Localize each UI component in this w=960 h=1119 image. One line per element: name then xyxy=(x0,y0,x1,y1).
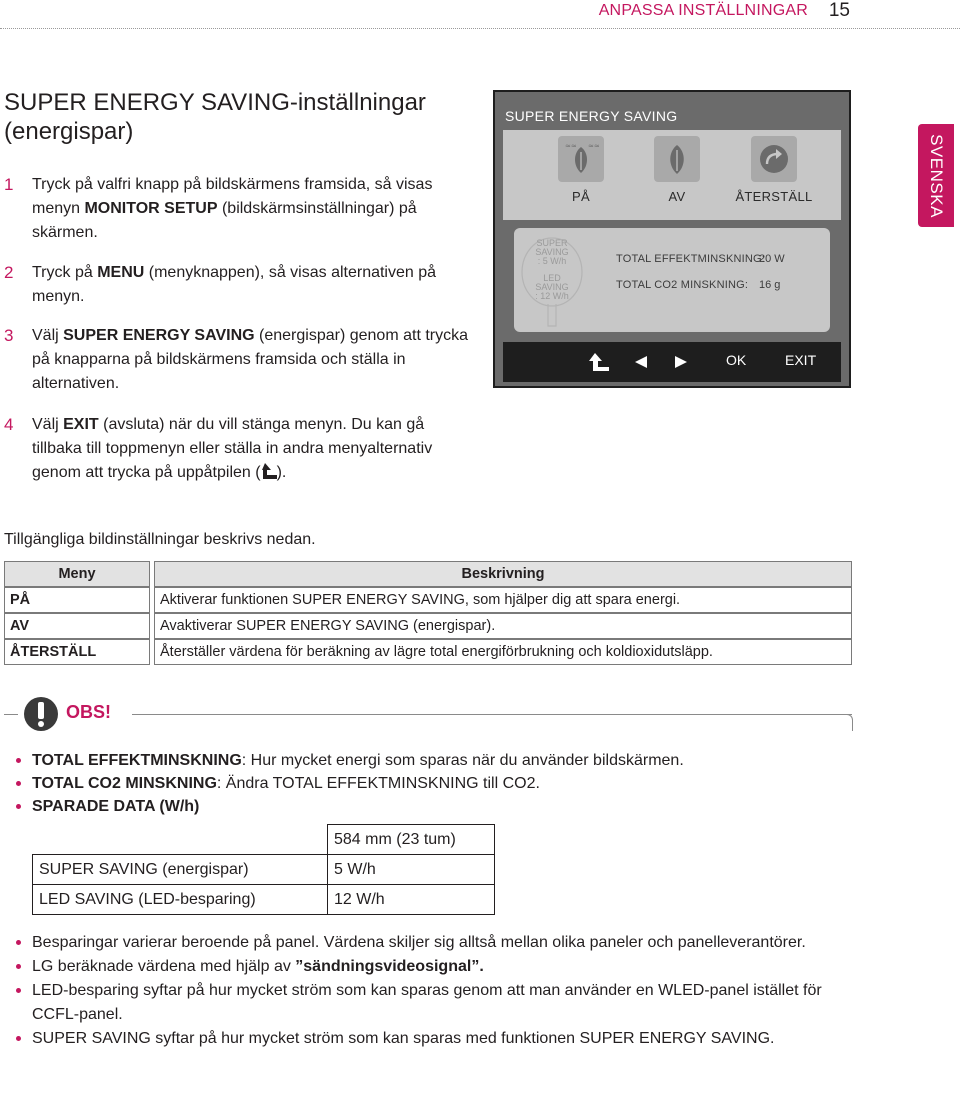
note-term: TOTAL EFFEKTMINSKNING xyxy=(32,752,242,769)
step-text-part: (energispar) genom att trycka på knapparna på bildskärmens framsida och ställa in alternativen. xyxy=(32,327,468,392)
note-item xyxy=(14,979,844,1027)
osd-title: SUPER ENERGY SAVING xyxy=(505,108,678,124)
osd-option-off[interactable] xyxy=(627,136,727,204)
note-item xyxy=(14,795,844,818)
table-row xyxy=(33,885,495,915)
table-cell-value: 5 W/h xyxy=(328,855,495,885)
step-text-part: (bildskärmsinställningar) på skärmen. xyxy=(32,200,417,241)
note-item xyxy=(14,931,844,955)
right-arrow-icon[interactable] xyxy=(673,354,689,370)
obs-label: OBS! xyxy=(66,702,111,722)
led-saving-value: : 12 W/h xyxy=(535,291,569,301)
table-cell-header: 584 mm (23 tum) xyxy=(328,825,495,855)
total-co2-reduction-value: 16 g xyxy=(759,279,781,291)
svg-text:≈≈: ≈≈ xyxy=(565,142,577,150)
table-header: Beskrivning xyxy=(154,561,852,587)
step-3 xyxy=(4,324,474,396)
step-text-bold: SUPER ENERGY SAVING xyxy=(63,327,255,344)
up-arrow-icon xyxy=(261,462,277,480)
table-intro: Tillgängliga bildinställningar beskrivs nedan. xyxy=(4,531,316,548)
table-cell-menu: AV xyxy=(4,613,150,639)
step-text-bold: EXIT xyxy=(63,416,99,433)
led-saving-label xyxy=(528,274,576,301)
menu-description-table xyxy=(4,561,852,665)
step-text-part: Tryck på valfri knapp på bildskärmens framsida, så visas menyn xyxy=(32,176,433,217)
osd-option-reset[interactable] xyxy=(724,136,824,204)
step-text-part: ). xyxy=(276,464,287,481)
step-text-part: (avsluta) när du vill stänga menyn. Du kan gå tillbaka till toppmenyn eller ställa in andra menyalternativ genom att trycka på uppåtpilen ( xyxy=(32,416,433,481)
obs-rule xyxy=(132,714,852,715)
exit-button[interactable]: EXIT xyxy=(785,352,817,368)
notes-list-2 xyxy=(14,931,844,1051)
header-rule xyxy=(0,28,960,29)
table-cell-empty xyxy=(33,825,328,855)
table-row xyxy=(33,825,495,855)
table-cell-description: Återställer värdena för beräkning av lägre total energiförbrukning och koldioxidutsläpp. xyxy=(154,639,852,665)
language-tab xyxy=(918,124,954,227)
note-term: SPARADE DATA (W/h) xyxy=(32,798,200,815)
page-title-line-1: SUPER ENERGY SAVING-inställningar xyxy=(4,89,426,116)
step-text-bold: MONITOR SETUP xyxy=(84,200,218,217)
osd-options-area xyxy=(503,130,841,220)
osd-option-label: PÅ xyxy=(572,189,590,204)
step-text xyxy=(32,261,474,309)
table-row xyxy=(33,855,495,885)
table-cell-mode: SUPER SAVING (energispar) xyxy=(33,855,328,885)
note-text: : Hur mycket energi som sparas när du använder bildskärmen. xyxy=(241,752,684,769)
step-text-part: (menyknappen), så visas alternativen på menyn. xyxy=(32,264,437,305)
step-text xyxy=(32,173,474,245)
note-text: LED-besparing syftar på hur mycket ström som kan sparas genom att man använder en WLED-panel istället för CCFL-panel. xyxy=(32,982,822,1023)
ok-button[interactable]: OK xyxy=(726,352,747,368)
step-number: 1 xyxy=(4,175,14,194)
total-co2-reduction-label: TOTAL CO2 MINSKNING: xyxy=(616,279,749,291)
header-section-title: ANPASSA INSTÄLLNINGAR xyxy=(598,2,808,19)
note-item xyxy=(14,955,844,979)
up-arrow-icon[interactable] xyxy=(589,352,609,372)
note-item xyxy=(14,772,844,795)
super-saving-line: SUPER xyxy=(536,238,568,248)
step-number: 2 xyxy=(4,263,14,282)
step-4 xyxy=(4,413,474,485)
total-power-reduction-label: TOTAL EFFEKTMINSKNING: xyxy=(616,253,766,265)
step-text-part: Välj xyxy=(32,327,64,344)
note-text: LG beräknade värdena med hjälp av xyxy=(32,958,296,975)
super-saving-line: SAVING xyxy=(535,247,569,257)
table-row xyxy=(4,613,852,639)
leaf-on-icon xyxy=(558,136,604,182)
left-arrow-icon[interactable] xyxy=(633,354,649,370)
reset-icon xyxy=(751,136,797,182)
table-cell-description: Aktiverar funktionen SUPER ENERGY SAVING, som hjälper dig att spara energi. xyxy=(154,587,852,613)
svg-text:≈≈: ≈≈ xyxy=(588,142,600,150)
language-tab-label: SVENSKA xyxy=(927,133,946,218)
step-number: 4 xyxy=(4,415,14,434)
step-text-part: Tryck på xyxy=(32,264,98,281)
table-cell-value: 12 W/h xyxy=(328,885,495,915)
super-saving-value: : 5 W/h xyxy=(537,256,567,266)
osd-option-on[interactable] xyxy=(531,136,631,204)
notes-list xyxy=(14,749,844,818)
osd-key-bar xyxy=(503,342,841,382)
warning-icon xyxy=(22,695,60,733)
table-row xyxy=(4,587,852,613)
table-cell-description: Avaktiverar SUPER ENERGY SAVING (energispar). xyxy=(154,613,852,639)
page-number: 15 xyxy=(828,0,850,21)
led-saving-line: LED xyxy=(543,273,561,283)
note-text: SUPER SAVING syftar på hur mycket ström som kan sparas med funktionen SUPER ENERGY SAVING. xyxy=(32,1030,775,1047)
super-saving-label xyxy=(528,239,576,266)
saved-data-table xyxy=(32,824,495,915)
note-text: Besparingar varierar beroende på panel. Värdena skiljer sig alltså mellan olika paneler och panelleverantörer. xyxy=(32,934,806,951)
obs-rule-corner xyxy=(836,714,853,731)
note-term: TOTAL CO2 MINSKNING xyxy=(32,775,217,792)
step-text xyxy=(32,324,474,396)
step-2 xyxy=(4,261,474,309)
table-cell-menu: ÅTERSTÄLL xyxy=(4,639,150,665)
table-cell-menu: PÅ xyxy=(4,587,150,613)
page-title-line-2: (energispar) xyxy=(4,118,134,145)
led-saving-line: SAVING xyxy=(535,282,569,292)
table-row xyxy=(4,639,852,665)
osd-menu-panel xyxy=(493,90,851,388)
total-power-reduction-value: 20 W xyxy=(759,253,785,265)
osd-option-label: ÅTERSTÄLL xyxy=(735,189,813,204)
table-header-row xyxy=(4,561,852,587)
leaf-off-icon xyxy=(654,136,700,182)
table-header: Meny xyxy=(4,561,150,587)
note-item xyxy=(14,1027,844,1051)
tree-icon xyxy=(528,234,576,301)
note-item xyxy=(14,749,844,772)
osd-option-label: AV xyxy=(668,189,686,204)
note-term: ”sändningsvideosignal”. xyxy=(295,958,484,975)
step-text-part: Välj xyxy=(32,416,64,433)
obs-rule xyxy=(4,714,18,715)
step-text xyxy=(32,413,474,485)
page-title xyxy=(4,88,484,146)
step-text-bold: MENU xyxy=(97,264,145,281)
note-text: : Ändra TOTAL EFFEKTMINSKNING till CO2. xyxy=(216,775,540,792)
step-1 xyxy=(4,173,474,245)
step-number: 3 xyxy=(4,326,14,345)
table-cell-mode: LED SAVING (LED-besparing) xyxy=(33,885,328,915)
osd-stats-area xyxy=(514,228,830,332)
